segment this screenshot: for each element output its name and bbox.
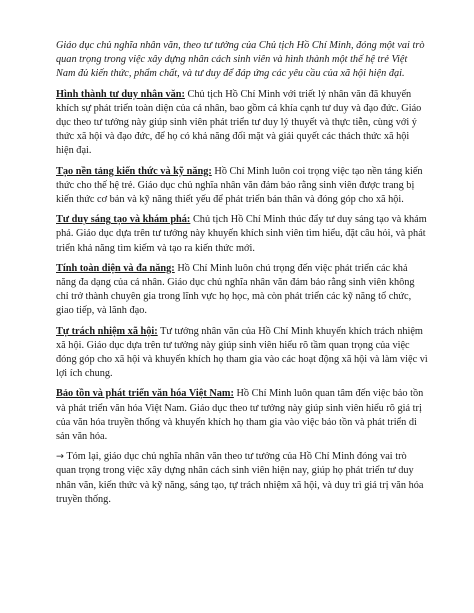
section-body: Hồ Chí Minh luôn quan tâm đến việc bảo tồn và phát triển văn hóa Việt Nam. Giáo dục theo tư tưởng này giúp sinh viên hiểu rõ giá trị của văn hóa truyền thống và khuyến khích họ tham gia vào việc bảo tồn và phát triển di sản văn hóa.: [56, 388, 424, 443]
conclusion-text: Tóm lại, giáo dục chủ nghĩa nhân văn theo tư tưởng của Hồ Chí Minh đóng vai trò quan trọng trong việc xây dựng nhân cách sinh viên hiện nay, giúp họ phát triển tư duy nhân văn, kiến thức và kỹ năng, sáng tạo, tự trách nhiệm xã hội, và duy trì giá trị văn hóa truyền thống.: [56, 451, 424, 505]
section-heading: Tự trách nhiệm xã hội:: [56, 325, 158, 337]
section-responsibility: [56, 325, 428, 382]
section-knowledge: [56, 165, 428, 208]
section-heading: Bảo tồn và phát triển văn hóa Việt Nam:: [56, 388, 234, 400]
section-comprehensive: [56, 262, 428, 319]
section-heading: Tư duy sáng tạo và khám phá:: [56, 214, 191, 226]
section-heading: Tạo nền tảng kiến thức và kỹ năng:: [56, 165, 212, 177]
intro-paragraph: Giáo dục chủ nghĩa nhân văn, theo tư tưởng của Chủ tịch Hồ Chí Minh, đóng một vai trò quan trọng trong việc xây dựng nhân cách sinh viên và hình thành một thế hệ trẻ Việt Nam đủ kiến thức, phẩm chất, và tư duy để đáp ứng các yêu cầu của xã hội hiện đại.: [56, 40, 425, 80]
document-page: [56, 39, 428, 513]
section-body: Hồ Chí Minh luôn coi trọng việc tạo nền tảng kiến thức cho thế hệ trẻ. Giáo dục chủ nghĩa nhân văn đảm bảo rằng sinh viên được trang bị kiến thức cơ bản và kỹ năng thiết yếu để phát triển bản thân và đóng góp cho xã hội.: [56, 165, 423, 206]
section-creativity: [56, 213, 428, 256]
section-heading: Tính toàn diện và đa năng:: [56, 262, 175, 274]
arrow-right-icon: →: [56, 451, 64, 463]
section-body: Chủ tịch Hồ Chí Minh thúc đẩy tư duy sáng tạo và khám phá. Giáo dục dựa trên tư tưởng này khuyến khích sinh viên tìm hiểu, đặt câu hỏi, và phát triển khả năng tìm kiếm và tạo ra kiến thức mới.: [56, 214, 427, 254]
section-heading: Hình thành tư duy nhân văn:: [56, 88, 185, 100]
section-culture: [56, 387, 428, 444]
conclusion-paragraph: [56, 450, 428, 507]
section-body: Hồ Chí Minh luôn chú trọng đến việc phát triển các khả năng đa dạng của cá nhân. Giáo dục chủ nghĩa nhân văn đảm bảo rằng sinh viên không chỉ trở thành chuyên gia trong lĩnh vực họ học, mà còn phát triển các kỹ năng tổ chức, giao tiếp, và lãnh đạo.: [56, 262, 415, 317]
section-thinking: [56, 88, 428, 159]
section-body: Chủ tịch Hồ Chí Minh với triết lý nhân văn đã khuyến khích sự phát triển toàn diện của cá nhân, bao gồm cả khía cạnh tư duy và đạo đức. Giáo dục theo tư tưởng này giúp sinh viên phát triển tư duy lý thuyết và thực tiễn, cùng với ý thức xã hội và đạo đức, để họ có khả năng đối mặt và giải quyết các thách thức xã hội hiện đại.: [56, 88, 422, 157]
section-body: Tư tưởng nhân văn của Hồ Chí Minh khuyến khích trách nhiệm xã hội. Giáo dục dựa trên tư tưởng này giúp sinh viên hiểu rõ tầm quan trọng của việc đóng góp cho xã hội và khuyến khích họ tham gia vào các hoạt động xã hội và làm việc vì lợi ích chung.: [56, 325, 428, 380]
